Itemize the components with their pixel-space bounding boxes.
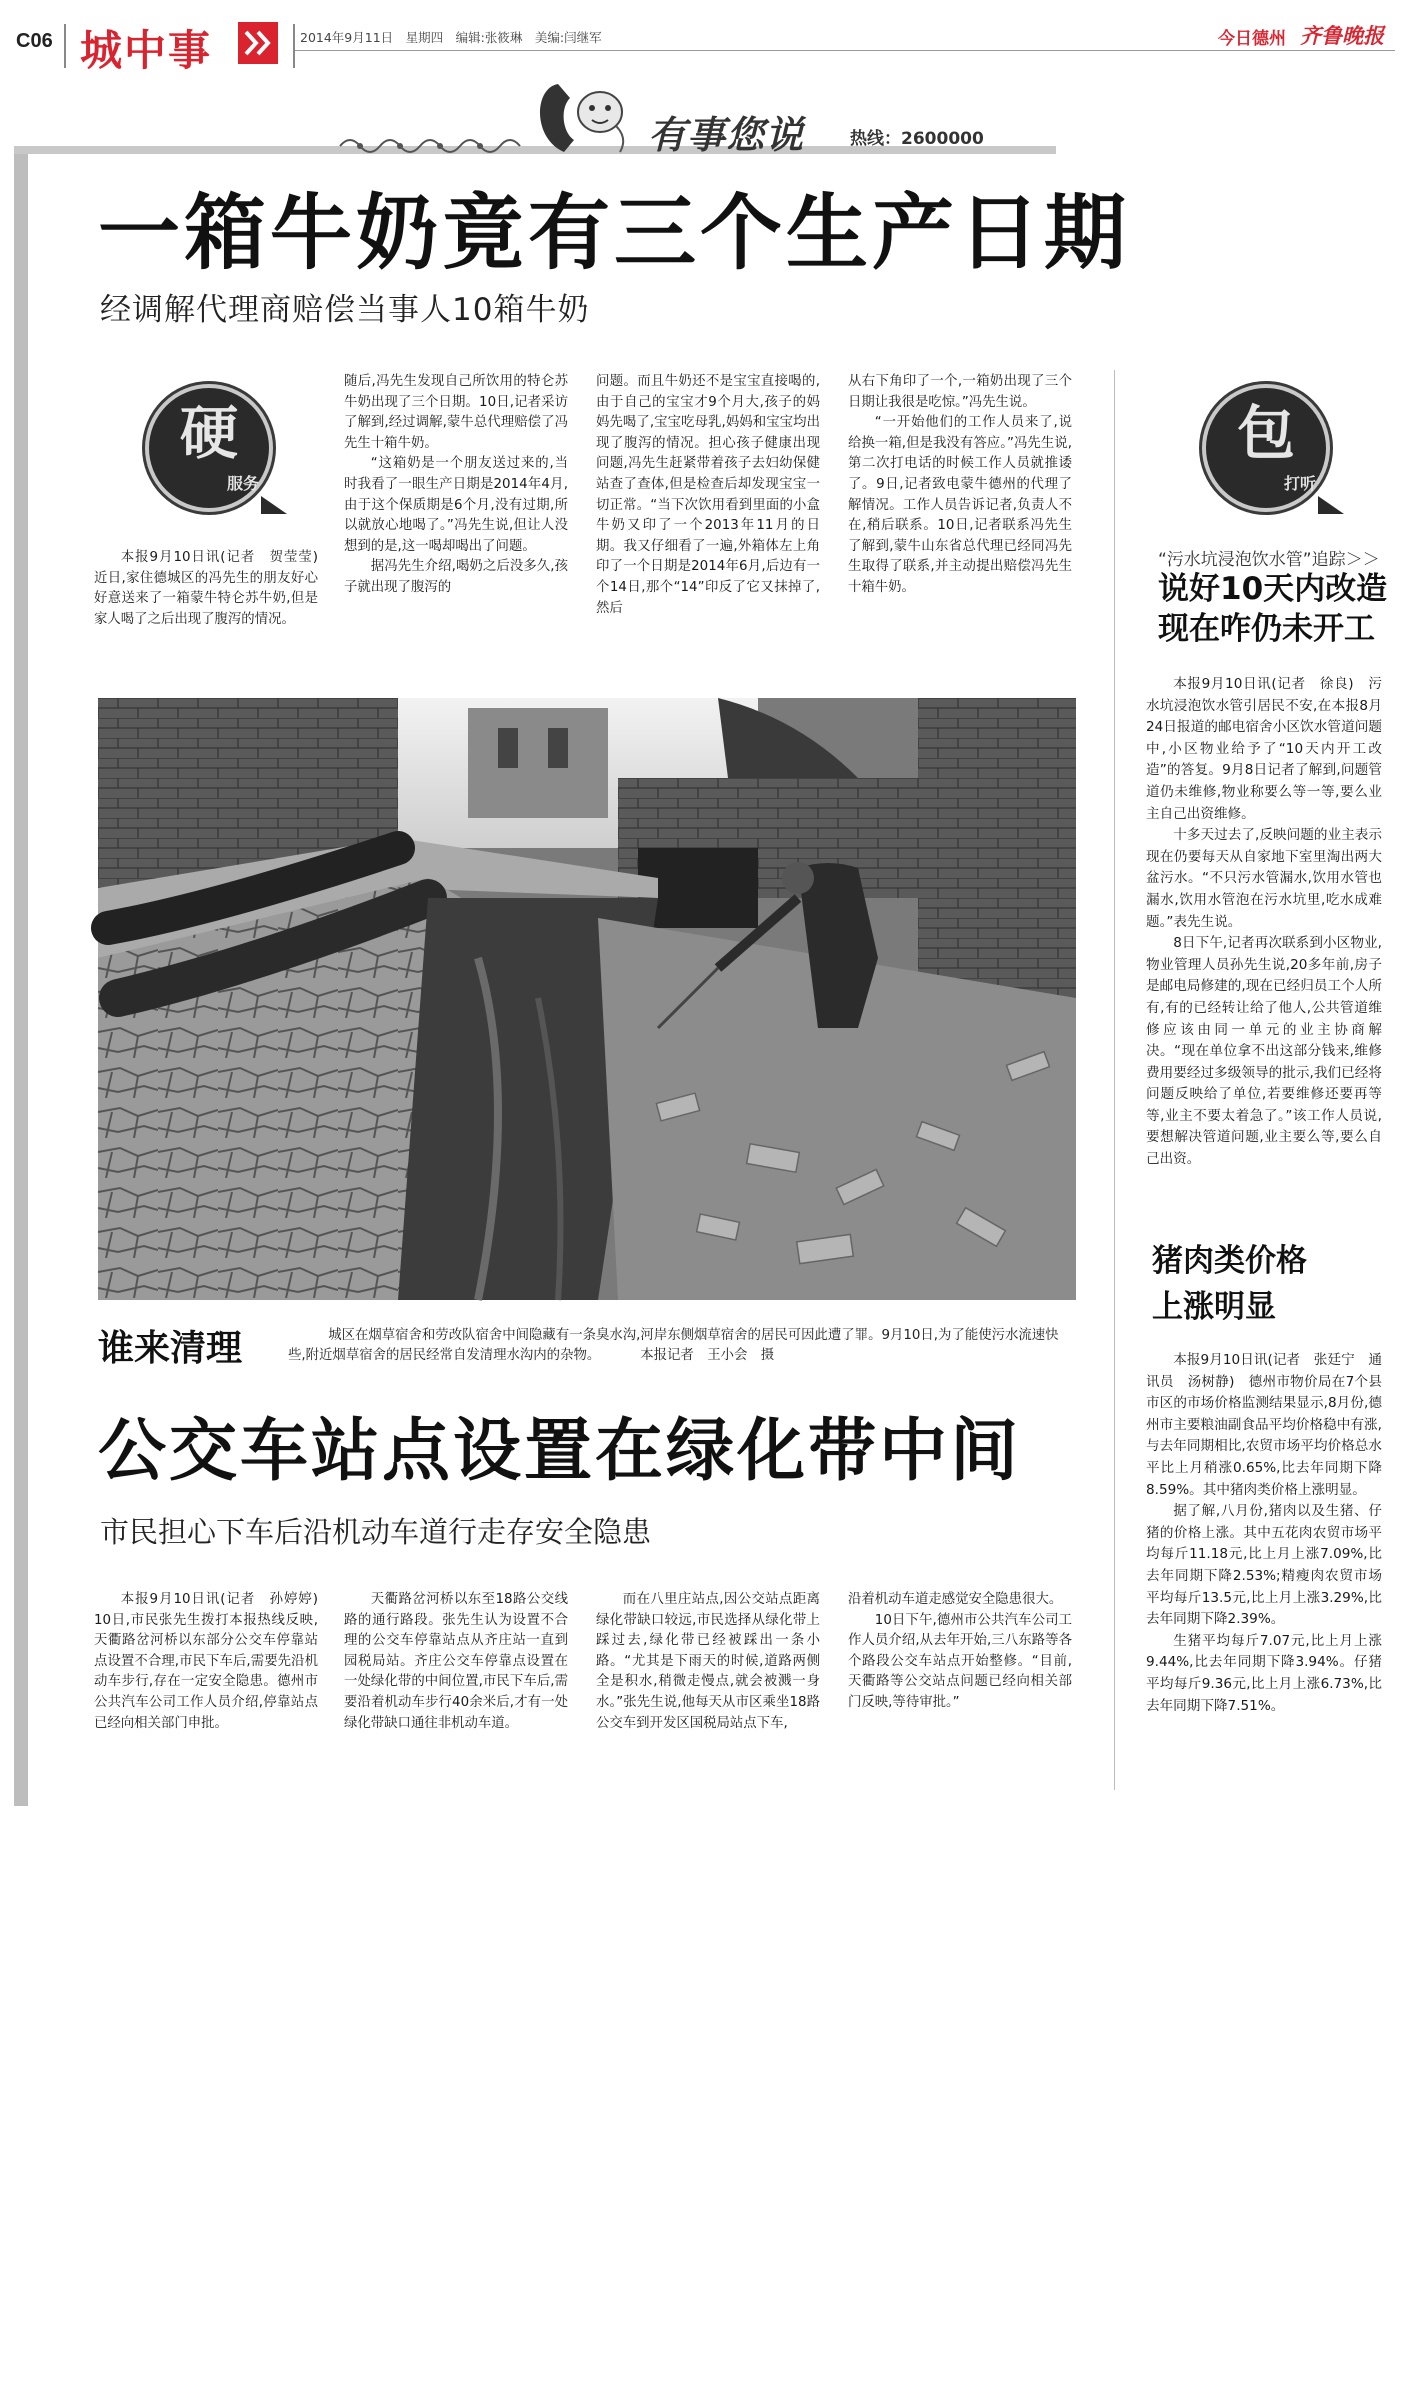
news-photo bbox=[98, 698, 1076, 1300]
sidebar-headline-line3: 猪肉类价格 bbox=[1152, 1243, 1307, 1279]
paragraph: 10日下午,德州市公共汽车公司工作人员介绍,从去年开始,三八东路等各个路段公交车站点开始整修。“目前,天衢路等公交站点问题已经向相关部门反映,等待审批。” bbox=[848, 1612, 1072, 1710]
phone-handset-icon bbox=[528, 78, 638, 158]
paragraph: 沿着机动车道走感觉安全隐患很大。 bbox=[848, 1592, 1063, 1607]
masthead bbox=[0, 0, 1409, 75]
paragraph: 本报9月10日讯(记者 孙婷婷) 10日,市民张先生拨打本报热线反映,天衢路岔河桥以东部分公交车停靠站点设置不合理,市民下车后,需要先沿机动车步行,存在一定安全隐患。德州市公共汽车公司工作人员介绍,停靠站点已经向相关部门申批。 bbox=[94, 1592, 332, 1731]
photo-heading: 谁来清理 bbox=[98, 1328, 243, 1369]
paragraph: 从右下角印了一个,一箱奶出现了三个日期让我很是吃惊。”冯先生说。 bbox=[848, 374, 1072, 410]
left-frame-bar bbox=[14, 146, 28, 1806]
paragraph: 本报9月10日讯(记者 贺莹莹) 近日,家住德城区的冯先生的朋友好心好意送来了一箱蒙牛特仑苏牛奶,但是家人喝了之后出现了腹泻的情况。 bbox=[94, 550, 332, 627]
sidebar-divider bbox=[1114, 370, 1115, 1790]
story2-headline: 公交车站点设置在绿化带中间 bbox=[98, 1412, 1022, 1491]
inquiry-badge bbox=[1202, 384, 1330, 512]
badge-label: 打听 bbox=[1283, 474, 1316, 493]
badge-label: 服务 bbox=[226, 474, 259, 493]
paragraph: 本报9月10日讯(记者 徐良) 污水坑浸泡饮水管引居民不安,在本报8月24日报道的邮电宿舍小区饮水管道问题中,小区物业给予了“10天内开工改造”的答复。9月8日记者了解到,问题管道仍未维修,物业称要么等一等,要么业主自己出资维修。 bbox=[1146, 676, 1382, 822]
hard-service-badge bbox=[145, 384, 273, 512]
section-chevron-icon bbox=[238, 22, 278, 64]
paragraph: 天衢路岔河桥以东至18路公交线路的通行路段。张先生认为设置不合理的公交车停靠站点从齐庄站一直到园税局站。齐庄公交车停靠点设置在一处绿化带的中间位置,市民下车后,需要沿着机动车步行40余米后,才有一处绿化带缺口通往非机动车道。 bbox=[344, 1592, 568, 1731]
paragraph: 问题。而且牛奶还不是宝宝直接喝的,由于自己的宝宝才9个月大,孩子的妈妈先喝了,宝宝吃母乳,妈妈和宝宝均出现了腹泻的情况。担心孩子健康出现问题,冯先生赶紧带着孩子去妇幼保健站查了查体,但是检查后却发现宝宝一切正常。“当下次饮用看到里面的小盒牛奶又印了一个2013年11月的日期。我又仔细看了一遍,外箱体左上角印了一个日期是2014年6月,后边有一个14日,那个“14”印反了它又抹掉了,然后 bbox=[596, 374, 820, 616]
story1-column-1 bbox=[94, 548, 332, 660]
sidebar-headline-line4: 上涨明显 bbox=[1152, 1289, 1276, 1325]
photo-credit: 本报记者 王小会 摄 bbox=[640, 1348, 775, 1363]
masthead-rule bbox=[295, 50, 1395, 51]
badge-char: 硬 bbox=[179, 399, 238, 467]
date-line: 2014年9月11日 星期四 编辑:张筱琳 美编:闫继军 bbox=[300, 30, 602, 45]
badge-tail bbox=[1318, 496, 1344, 514]
paragraph: 而在八里庄站点,因公交站点距离绿化带缺口较远,市民选择从绿化带上踩过去,绿化带已经被踩出一条小路。“尤其是下雨天的时候,道路两侧全是积水,稍微走慢点,就会被溅一身水。”张先生说,他每天从市区乘坐18路公交车到开发区国税局站点下车, bbox=[596, 1592, 820, 1731]
paragraph: 本报9月10日讯(记者 张廷宁 通讯员 汤树静) 德州市物价局在7个县市区的市场价格监测结果显示,8月份,德州市主要粮油副食品平均价格稳中有涨,与去年同期相比,农贸市场平均价格总水平比上月稍涨0.65%,比去年同期下降8.59%。其中猪肉类价格上涨明显。 bbox=[1146, 1352, 1382, 1498]
page-number: C06 bbox=[16, 30, 53, 52]
story2-column-4 bbox=[848, 1590, 1072, 1804]
story2-column-2 bbox=[344, 1590, 568, 1804]
story2-column-3 bbox=[596, 1590, 820, 1804]
paragraph: 十多天过去了,反映问题的业主表示现在仍要每天从自家地下室里淘出两大盆污水。“不只污水管漏水,饮用水管也漏水,饮用水管泡在污水坑里,吃水成难题。”表先生说。 bbox=[1146, 827, 1382, 930]
sidebar-headline-line1: 说好10天内改造 bbox=[1158, 571, 1388, 607]
badge-char: 包 bbox=[1236, 399, 1295, 467]
badge-tail bbox=[261, 496, 287, 514]
sidebar-article-2 bbox=[1146, 1350, 1382, 1804]
paper-logo: 齐鲁晚报 bbox=[1300, 23, 1384, 48]
paragraph: 8日下午,记者再次联系到小区物业,物业管理人员孙先生说,20多年前,房子是邮电局修建的,现在已经归员工个人所有,有的已经转让给了他人,公共管道维修应该由同一单元的业主协商解决。“现在单位拿不出这部分钱来,维修费用要经过多级领导的批示,我们已经将问题反映给了单位,若要维修还要再等等,业主不要太着急了。”该工作人员说,要想解决管道问题,业主要么等,要么自己出资。 bbox=[1146, 935, 1382, 1168]
paragraph: “这箱奶是一个朋友送过来的,当时我看了一眼生产日期是2014年4月,由于这个保质期是6个月,没有过期,所以就放心地喝了。”冯先生说,但让人没想到的是,这一喝却喝出了问题。 bbox=[344, 456, 568, 554]
story1-column-3 bbox=[596, 372, 820, 662]
story1-column-4 bbox=[848, 372, 1072, 662]
sidebar-article-1 bbox=[1146, 674, 1382, 1214]
sidebar-kicker: “污水坑浸泡饮水管”追踪＞＞ bbox=[1158, 550, 1380, 570]
paragraph: 据冯先生介绍,喝奶之后没多久,孩子就出现了腹泻的 bbox=[344, 559, 568, 595]
story1-subhead: 经调解代理商赔偿当事人10箱牛奶 bbox=[100, 292, 590, 328]
paragraph: 据了解,八月份,猪肉以及生猪、仔猪的价格上涨。其中五花肉农贸市场平均每斤11.18元,比上月上涨7.09%,比去年同期下降2.53%;精瘦肉农贸市场平均每斤13.5元,比上月上涨3.29%,比去年同期下降2.39%。 bbox=[1146, 1503, 1382, 1628]
story1-column-2 bbox=[344, 372, 568, 662]
story1-headline: 一箱牛奶竟有三个生产日期 bbox=[98, 186, 1131, 281]
story2-column-1 bbox=[94, 1590, 332, 1804]
banner-hotline: 热线：2600000 bbox=[850, 129, 984, 149]
photo-caption bbox=[288, 1326, 1074, 1366]
paragraph: 随后,冯先生发现自己所饮用的特仑苏牛奶出现了三个日期。10日,记者采访了解到,经过调解,蒙牛总代理赔偿了冯先生十箱牛奶。 bbox=[344, 374, 568, 451]
story2-subhead: 市民担心下车后沿机动车道行走存安全隐患 bbox=[100, 1515, 652, 1549]
edition-name: 今日德州 bbox=[1218, 29, 1286, 49]
section-title: 城中事 bbox=[80, 26, 213, 75]
paragraph: “一开始他们的工作人员来了,说给换一箱,但是我没有答应。”冯先生说,第二次打电话的时候工作人员就推诿了。9日,记者致电蒙牛德州的代理了解情况。工作人员告诉记者,负责人不在,稍后联系。10日,记者联系冯先生了解到,蒙牛山东省总代理已经同冯先生取得了联系,并主动提出赔偿冯先生十箱牛奶。 bbox=[848, 415, 1072, 595]
sidebar-headline-line2: 现在咋仍未开工 bbox=[1158, 611, 1375, 647]
banner-wave-ornament bbox=[340, 128, 530, 158]
masthead-divider bbox=[64, 24, 66, 68]
caption-text: 城区在烟草宿舍和劳改队宿舍中间隐藏有一条臭水沟,河岸东侧烟草宿舍的居民可因此遭了罪。9月10日,为了能使污水流速快些,附近烟草宿舍的居民经常自发清理水沟内的杂物。 bbox=[288, 1328, 1059, 1363]
masthead-divider-2 bbox=[293, 24, 295, 68]
paragraph: 生猪平均每斤7.07元,比上月上涨9.44%,比去年同期下降3.94%。仔猪平均每斤9.36元,比上月上涨6.73%,比去年同期下降7.51%。 bbox=[1146, 1632, 1382, 1714]
banner-title: 有事您说 bbox=[648, 113, 805, 157]
